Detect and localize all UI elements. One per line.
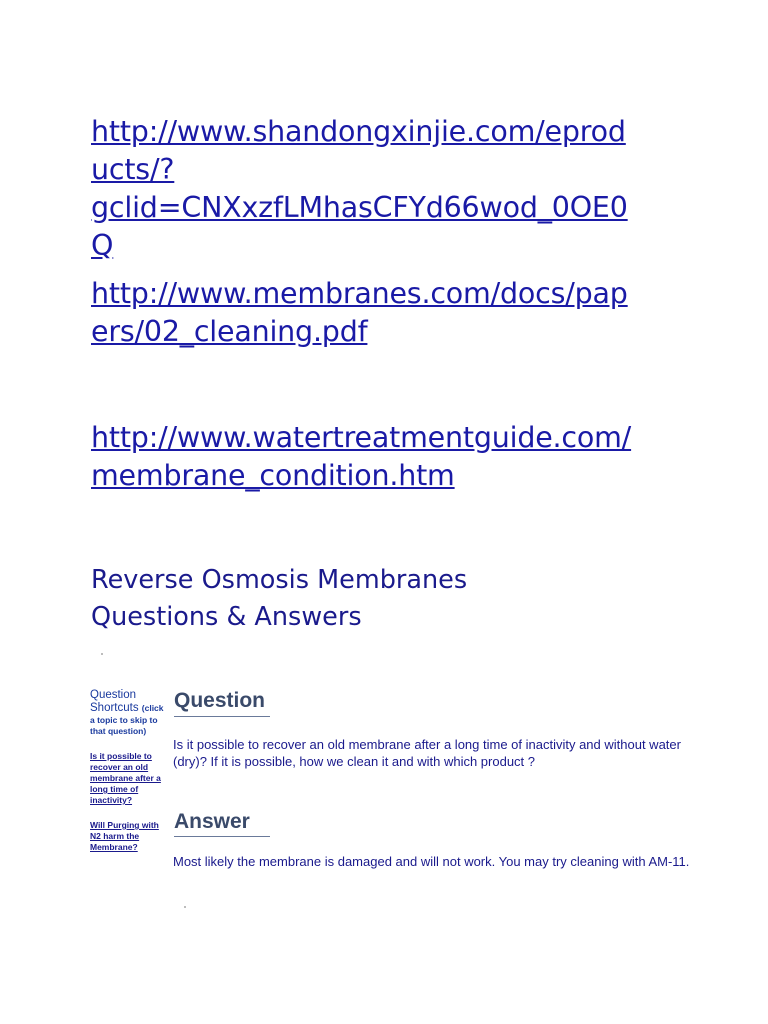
link-line: gclid=CNXxzfLMhasCFYd66wod_0OE0 [91, 191, 628, 224]
answer-underline [174, 836, 270, 837]
link-line: membrane_condition.htm [91, 459, 455, 492]
url-link-membranes[interactable] [91, 275, 691, 351]
question-underline [174, 716, 270, 717]
link-line: Q [91, 229, 114, 262]
shortcuts-note: (click [141, 703, 164, 713]
url-link-membranes-block [91, 275, 691, 351]
shortcuts-title-line-2 [90, 702, 170, 715]
shortcut-link-purging-n2[interactable] [90, 820, 170, 853]
url-link-shandongxinjie-block [91, 113, 691, 265]
answer-text: Most likely the membrane is damaged and will not work. You may try cleaning with AM-11. [173, 854, 690, 869]
question-label: Question [174, 689, 266, 712]
link-line: http://www.shandongxinjie.com/eprod [91, 115, 626, 148]
shortcut-link-line: Membrane? [90, 842, 138, 852]
shortcuts-sub-line-2: that question) [90, 726, 147, 736]
url-link-watertreatmentguide[interactable] [91, 419, 691, 495]
link-line: ers/02_cleaning.pdf [91, 315, 368, 348]
heading-line-2: Questions & Answers [91, 602, 362, 632]
shortcut-link-line: recover an old [90, 762, 149, 772]
shortcuts-title-text: Shortcuts [90, 702, 139, 714]
url-link-watertreatmentguide-block [91, 419, 691, 495]
shortcut-link-line: Will Purging with [90, 820, 159, 830]
url-link-shandongxinjie[interactable] [91, 113, 691, 265]
link-line: http://www.membranes.com/docs/pap [91, 277, 628, 310]
heading-line-1: Reverse Osmosis Membranes [91, 565, 468, 595]
shortcut-link-line: N2 harm the [90, 831, 140, 841]
shortcut-link-line: long time of [90, 784, 139, 794]
shortcut-link-line: membrane after a [90, 773, 161, 783]
shortcuts-sub-line-1: a topic to skip to [90, 715, 158, 725]
question-shortcuts-sidebar [90, 689, 170, 853]
shortcut-link-line: inactivity? [90, 795, 133, 805]
shortcuts-title-line-1: Question [90, 689, 137, 701]
link-line: ucts/? [91, 153, 175, 186]
decorative-dot [184, 906, 186, 908]
shortcut-link-line: Is it possible to [90, 751, 152, 761]
question-text: Is it possible to recover an old membrane after a long time of inactivity and without water (dry)? If it is possible, how we clean it and with which product ? [173, 737, 681, 769]
page-heading [91, 562, 467, 636]
link-line: http://www.watertreatmentguide.com/ [91, 421, 632, 454]
answer-label: Answer [174, 810, 250, 833]
shortcut-link-recover-membrane[interactable] [90, 751, 170, 806]
decorative-dot [101, 653, 103, 655]
